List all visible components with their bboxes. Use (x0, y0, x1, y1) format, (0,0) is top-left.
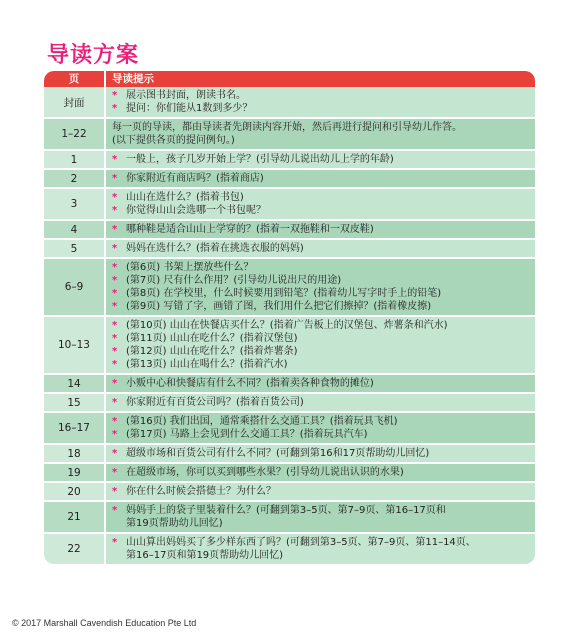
table-row (44, 189, 535, 221)
page-cell: 封面 (44, 87, 106, 117)
asterisk-icon: * (112, 90, 118, 101)
guide-text: 超级市场和百货公司有什么不同？(可翻到第16和17页帮助幼儿回忆) (126, 448, 430, 459)
guide-text: 你家附近有百货公司吗？(指着百货公司) (126, 397, 304, 408)
guide-line (112, 121, 529, 134)
table-row (44, 240, 535, 259)
asterisk-icon: * (112, 467, 118, 478)
table-row (44, 534, 535, 564)
guide-cell (106, 189, 535, 219)
asterisk-icon: * (112, 320, 118, 331)
guide-cell (106, 502, 535, 532)
guide-line (112, 396, 529, 409)
guide-line (112, 485, 529, 498)
guide-line (112, 549, 529, 562)
asterisk-icon: * (112, 359, 118, 370)
guide-text: (以下提供各页的提问例句。) (112, 135, 235, 146)
table-row (44, 394, 535, 413)
page-cell: 10–13 (44, 317, 106, 373)
guide-cell (106, 151, 535, 168)
table-body (44, 87, 535, 564)
asterisk-icon: * (112, 537, 118, 548)
asterisk-icon: * (112, 505, 118, 516)
header-guide: 导读提示 (112, 73, 154, 85)
table-row (44, 170, 535, 189)
guide-line (112, 223, 529, 236)
guide-line (112, 242, 529, 255)
guide-text: 在超级市场，你可以买到哪些水果？(引导幼儿说出认识的水果) (126, 467, 404, 478)
table-row (44, 413, 535, 445)
guide-cell (106, 170, 535, 187)
page-cell: 5 (44, 240, 106, 257)
asterisk-icon: * (112, 103, 118, 114)
guide-line (112, 536, 529, 549)
guide-cell (106, 317, 535, 373)
guide-text: 提问：你们能从1数到多少？ (126, 103, 253, 114)
guide-cell (106, 119, 535, 149)
guide-cell (106, 240, 535, 257)
page-cell: 20 (44, 483, 106, 500)
table-row (44, 375, 535, 394)
guide-line (112, 89, 529, 102)
guide-text: 每一页的导读，都由导读者先朗读内容开始，然后再进行提问和引导幼儿作答。 (112, 122, 462, 133)
guide-cell (106, 259, 535, 315)
guide-text: (第12页) 山山在吃什么？(指着炸薯条) (126, 346, 298, 357)
page-cell: 18 (44, 445, 106, 462)
table-row (44, 445, 535, 464)
guide-text: 你觉得山山会选哪一个书包呢？ (126, 205, 266, 216)
guide-line (112, 447, 529, 460)
asterisk-icon: * (112, 205, 118, 216)
table-row (44, 464, 535, 483)
asterisk-icon: * (112, 192, 118, 203)
guide-text: 你家附近有商店吗？(指着商店) (126, 173, 264, 184)
page-cell: 3 (44, 189, 106, 219)
page-cell: 2 (44, 170, 106, 187)
guide-cell (106, 445, 535, 462)
page-cell: 19 (44, 464, 106, 481)
guide-line (112, 172, 529, 185)
table-row (44, 87, 535, 119)
asterisk-icon: * (112, 173, 118, 184)
page-cell: 1 (44, 151, 106, 168)
guide-line (112, 134, 529, 147)
table-row (44, 151, 535, 170)
asterisk-icon: * (112, 243, 118, 254)
page-title: 导读方案 (47, 43, 140, 68)
table-row (44, 221, 535, 240)
page-cell: 21 (44, 502, 106, 532)
guide-text: (第16页) 我们出国，通常乘搭什么交通工具？(指着玩具飞机) (126, 416, 398, 427)
guide-text: 山山在选什么？(指着书包) (126, 192, 244, 203)
page-cell: 6–9 (44, 259, 106, 315)
table-row (44, 317, 535, 375)
page-cell: 22 (44, 534, 106, 564)
table-row (44, 483, 535, 502)
asterisk-icon: * (112, 288, 118, 299)
guide-line (112, 204, 529, 217)
guide-text: 哪种鞋是适合山山上学穿的？(指着一双拖鞋和一双皮鞋) (126, 224, 374, 235)
asterisk-icon: * (112, 154, 118, 165)
table-row (44, 502, 535, 534)
copyright: © 2017 Marshall Cavendish Education Pte Ltd (12, 618, 197, 628)
asterisk-icon: * (112, 397, 118, 408)
guide-line (112, 358, 529, 371)
guide-line (112, 428, 529, 441)
asterisk-icon: * (112, 301, 118, 312)
guide-text: (第8页) 在学校里，什么时候要用到铅笔？(指着幼儿写字时手上的铅笔) (126, 288, 442, 299)
guide-text: 妈妈在选什么？(指着在挑选衣服的妈妈) (126, 243, 304, 254)
guide-text: (第13页) 山山在喝什么？(指着汽水) (126, 359, 288, 370)
guide-line (112, 466, 529, 479)
guide-text: (第9页) 写错了字，画错了图，我们用什么把它们擦掉？(指着橡皮擦) (126, 301, 432, 312)
page-cell: 15 (44, 394, 106, 411)
asterisk-icon: * (112, 486, 118, 497)
guide-line (112, 415, 529, 428)
guide-text: 你在什么时候会搭德士？为什么？ (126, 486, 276, 497)
guide-cell (106, 464, 535, 481)
guide-text: 第16–17页和第19页帮助幼儿回忆) (126, 550, 284, 561)
page-cell: 16–17 (44, 413, 106, 443)
page-cell: 14 (44, 375, 106, 392)
guide-line (112, 345, 529, 358)
guide-text: (第7页) 尺有什么作用？(引导幼儿说出尺的用途) (126, 275, 342, 286)
guide-line (112, 377, 529, 390)
page-cell: 4 (44, 221, 106, 238)
guide-line (112, 504, 529, 517)
guide-text: (第17页) 马路上会见到什么交通工具？(指着玩具汽车) (126, 429, 368, 440)
guide-cell (106, 87, 535, 117)
asterisk-icon: * (112, 416, 118, 427)
guide-line (112, 300, 529, 313)
guide-text: 一般上，孩子几岁开始上学？(引导幼儿说出幼儿上学的年龄) (126, 154, 394, 165)
guide-text: 小贩中心和快餐店有什么不同？(指着卖各种食物的摊位) (126, 378, 374, 389)
guide-text: 山山算出妈妈买了多少样东西了吗？(可翻到第3–5页、第7–9页、第11–14页、 (126, 537, 476, 548)
asterisk-icon: * (112, 262, 118, 273)
guide-text: (第11页) 山山在吃什么？(指着汉堡包) (126, 333, 298, 344)
asterisk-icon: * (112, 378, 118, 389)
guide-text: (第10页) 山山在快餐店买什么？(指着广告板上的汉堡包、炸薯条和汽水) (126, 320, 448, 331)
guide-line (112, 153, 529, 166)
guide-cell (106, 534, 535, 564)
table-header (44, 71, 535, 87)
guide-line (112, 191, 529, 204)
guide-line (112, 261, 529, 274)
guide-line (112, 287, 529, 300)
guide-line (112, 332, 529, 345)
asterisk-icon: * (112, 429, 118, 440)
guide-cell (106, 413, 535, 443)
asterisk-icon: * (112, 346, 118, 357)
guide-cell (106, 394, 535, 411)
guide-text: 第19页帮助幼儿回忆) (126, 518, 223, 529)
guide-cell (106, 221, 535, 238)
guide-table (44, 71, 535, 564)
guide-line (112, 517, 529, 530)
table-row (44, 259, 535, 317)
asterisk-icon: * (112, 333, 118, 344)
guide-cell (106, 483, 535, 500)
guide-line (112, 274, 529, 287)
guide-line (112, 102, 529, 115)
guide-line (112, 319, 529, 332)
asterisk-icon: * (112, 224, 118, 235)
guide-text: 妈妈手上的袋子里装着什么？(可翻到第3–5页、第7–9页、第16–17页和 (126, 505, 446, 516)
guide-cell (106, 375, 535, 392)
asterisk-icon: * (112, 448, 118, 459)
guide-text: (第6页) 书架上摆放些什么？ (126, 262, 254, 273)
header-page: 页 (44, 71, 106, 87)
table-row (44, 119, 535, 151)
page-cell: 1–22 (44, 119, 106, 149)
guide-text: 展示图书封面，朗读书名。 (126, 90, 246, 101)
asterisk-icon: * (112, 275, 118, 286)
